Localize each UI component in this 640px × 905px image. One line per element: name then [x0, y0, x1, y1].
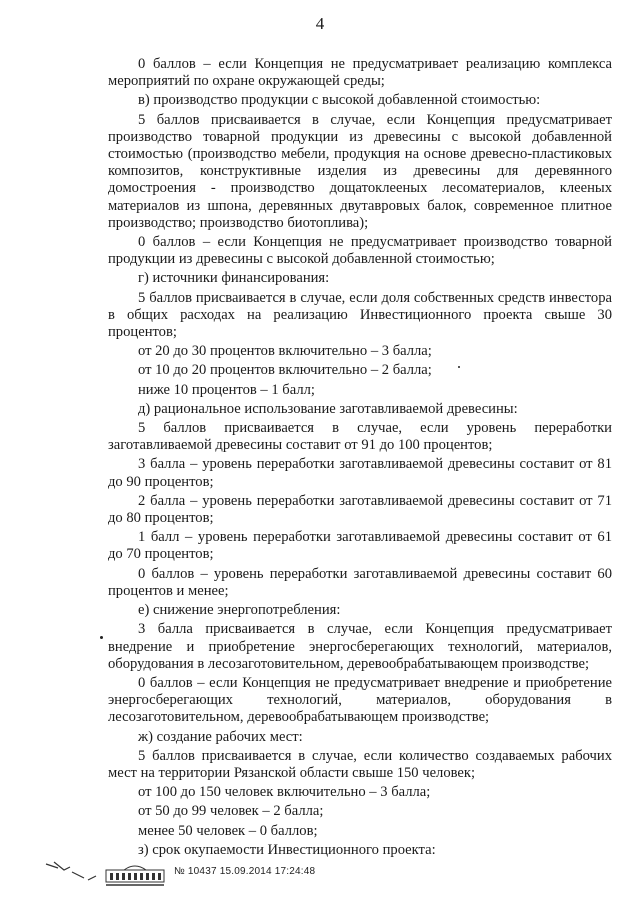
scan-speck	[100, 636, 103, 639]
paragraph: в) производство продукции с высокой добавленной стоимостью:	[138, 92, 541, 109]
registration-number: № 10437 15.09.2014 17:24:48	[174, 866, 316, 877]
paragraph: 3 балла присваивается в случае, если Концепция предусматривает внедрение и приобретение энергосберегающих технологий, материалов, оборудования в лесозаготовительном, деревообрабатывающем производстве;	[108, 621, 612, 672]
building-stamp-icon	[104, 862, 166, 888]
page-number: 4	[315, 14, 325, 33]
paragraph: от 50 до 99 человек – 2 балла;	[138, 803, 324, 820]
registration-footer	[44, 858, 344, 892]
paragraph: менее 50 человек – 0 баллов;	[138, 822, 318, 839]
paragraph: ж) создание рабочих мест:	[138, 728, 303, 745]
paragraph: г) источники финансирования:	[138, 270, 330, 287]
paragraph: д) рациональное использование заготавливаемой древесины:	[138, 400, 518, 417]
document-body	[108, 56, 612, 859]
paragraph: ниже 10 процентов – 1 балл;	[138, 381, 315, 398]
scan-speck	[458, 366, 460, 368]
signature-scribble-icon	[44, 858, 104, 888]
paragraph: 0 баллов – если Концепция не предусматривает реализацию комплекса мероприятий по охране окружающей среды;	[108, 56, 612, 90]
paragraph: 0 баллов – если Концепция не предусматривает производство товарной продукции из древесины с высокой добавленной стоимостью;	[108, 234, 612, 268]
paragraph: 5 баллов присваивается в случае, если количество создаваемых рабочих мест на территории Рязанской области свыше 150 человек;	[108, 747, 612, 781]
paragraph: 5 баллов присваивается в случае, если уровень переработки заготавливаемой древесины составит от 91 до 100 процентов;	[108, 420, 612, 454]
paragraph: от 10 до 20 процентов включительно – 2 балла;	[138, 362, 432, 379]
paragraph: от 100 до 150 человек включительно – 3 балла;	[138, 784, 431, 801]
paragraph: 0 баллов – уровень переработки заготавливаемой древесины составит 60 процентов и менее;	[108, 565, 612, 599]
paragraph: 5 баллов присваивается в случае, если доля собственных средств инвестора в общих расходах на реализацию Инвестиционного проекта свыше 30 процентов;	[108, 289, 612, 341]
paragraph: е) снижение энергопотребления:	[138, 602, 341, 619]
paragraph: 1 балл – уровень переработки заготавливаемой древесины составит от 61 до 70 процентов;	[108, 529, 612, 563]
paragraph: от 20 до 30 процентов включительно – 3 балла;	[138, 343, 432, 360]
paragraph: з) срок окупаемости Инвестиционного проекта:	[138, 841, 436, 858]
paragraph: 5 баллов присваивается в случае, если Концепция предусматривает производство товарной продукции из древесины с высокой добавленной стоимостью (производство мебели, продукция на основе древесно-пластиковых композитов, конструктивные изделия из древесины для деревянного домостроения - производство дощатоклееных лесоматериалов, клееных материалов из шпона, деревянных двутавровых балок, современное плитное производство; производство биотоплива);	[108, 111, 612, 231]
paragraph: 0 баллов – если Концепция не предусматривает внедрение и приобретение энергосберегающих технологий, материалов, оборудования в лесозаготовительном, деревообрабатывающем производстве;	[108, 674, 612, 726]
paragraph: 3 балла – уровень переработки заготавливаемой древесины составит от 81 до 90 процентов;	[108, 456, 612, 490]
paragraph: 2 балла – уровень переработки заготавливаемой древесины составит от 71 до 80 процентов;	[108, 492, 612, 527]
